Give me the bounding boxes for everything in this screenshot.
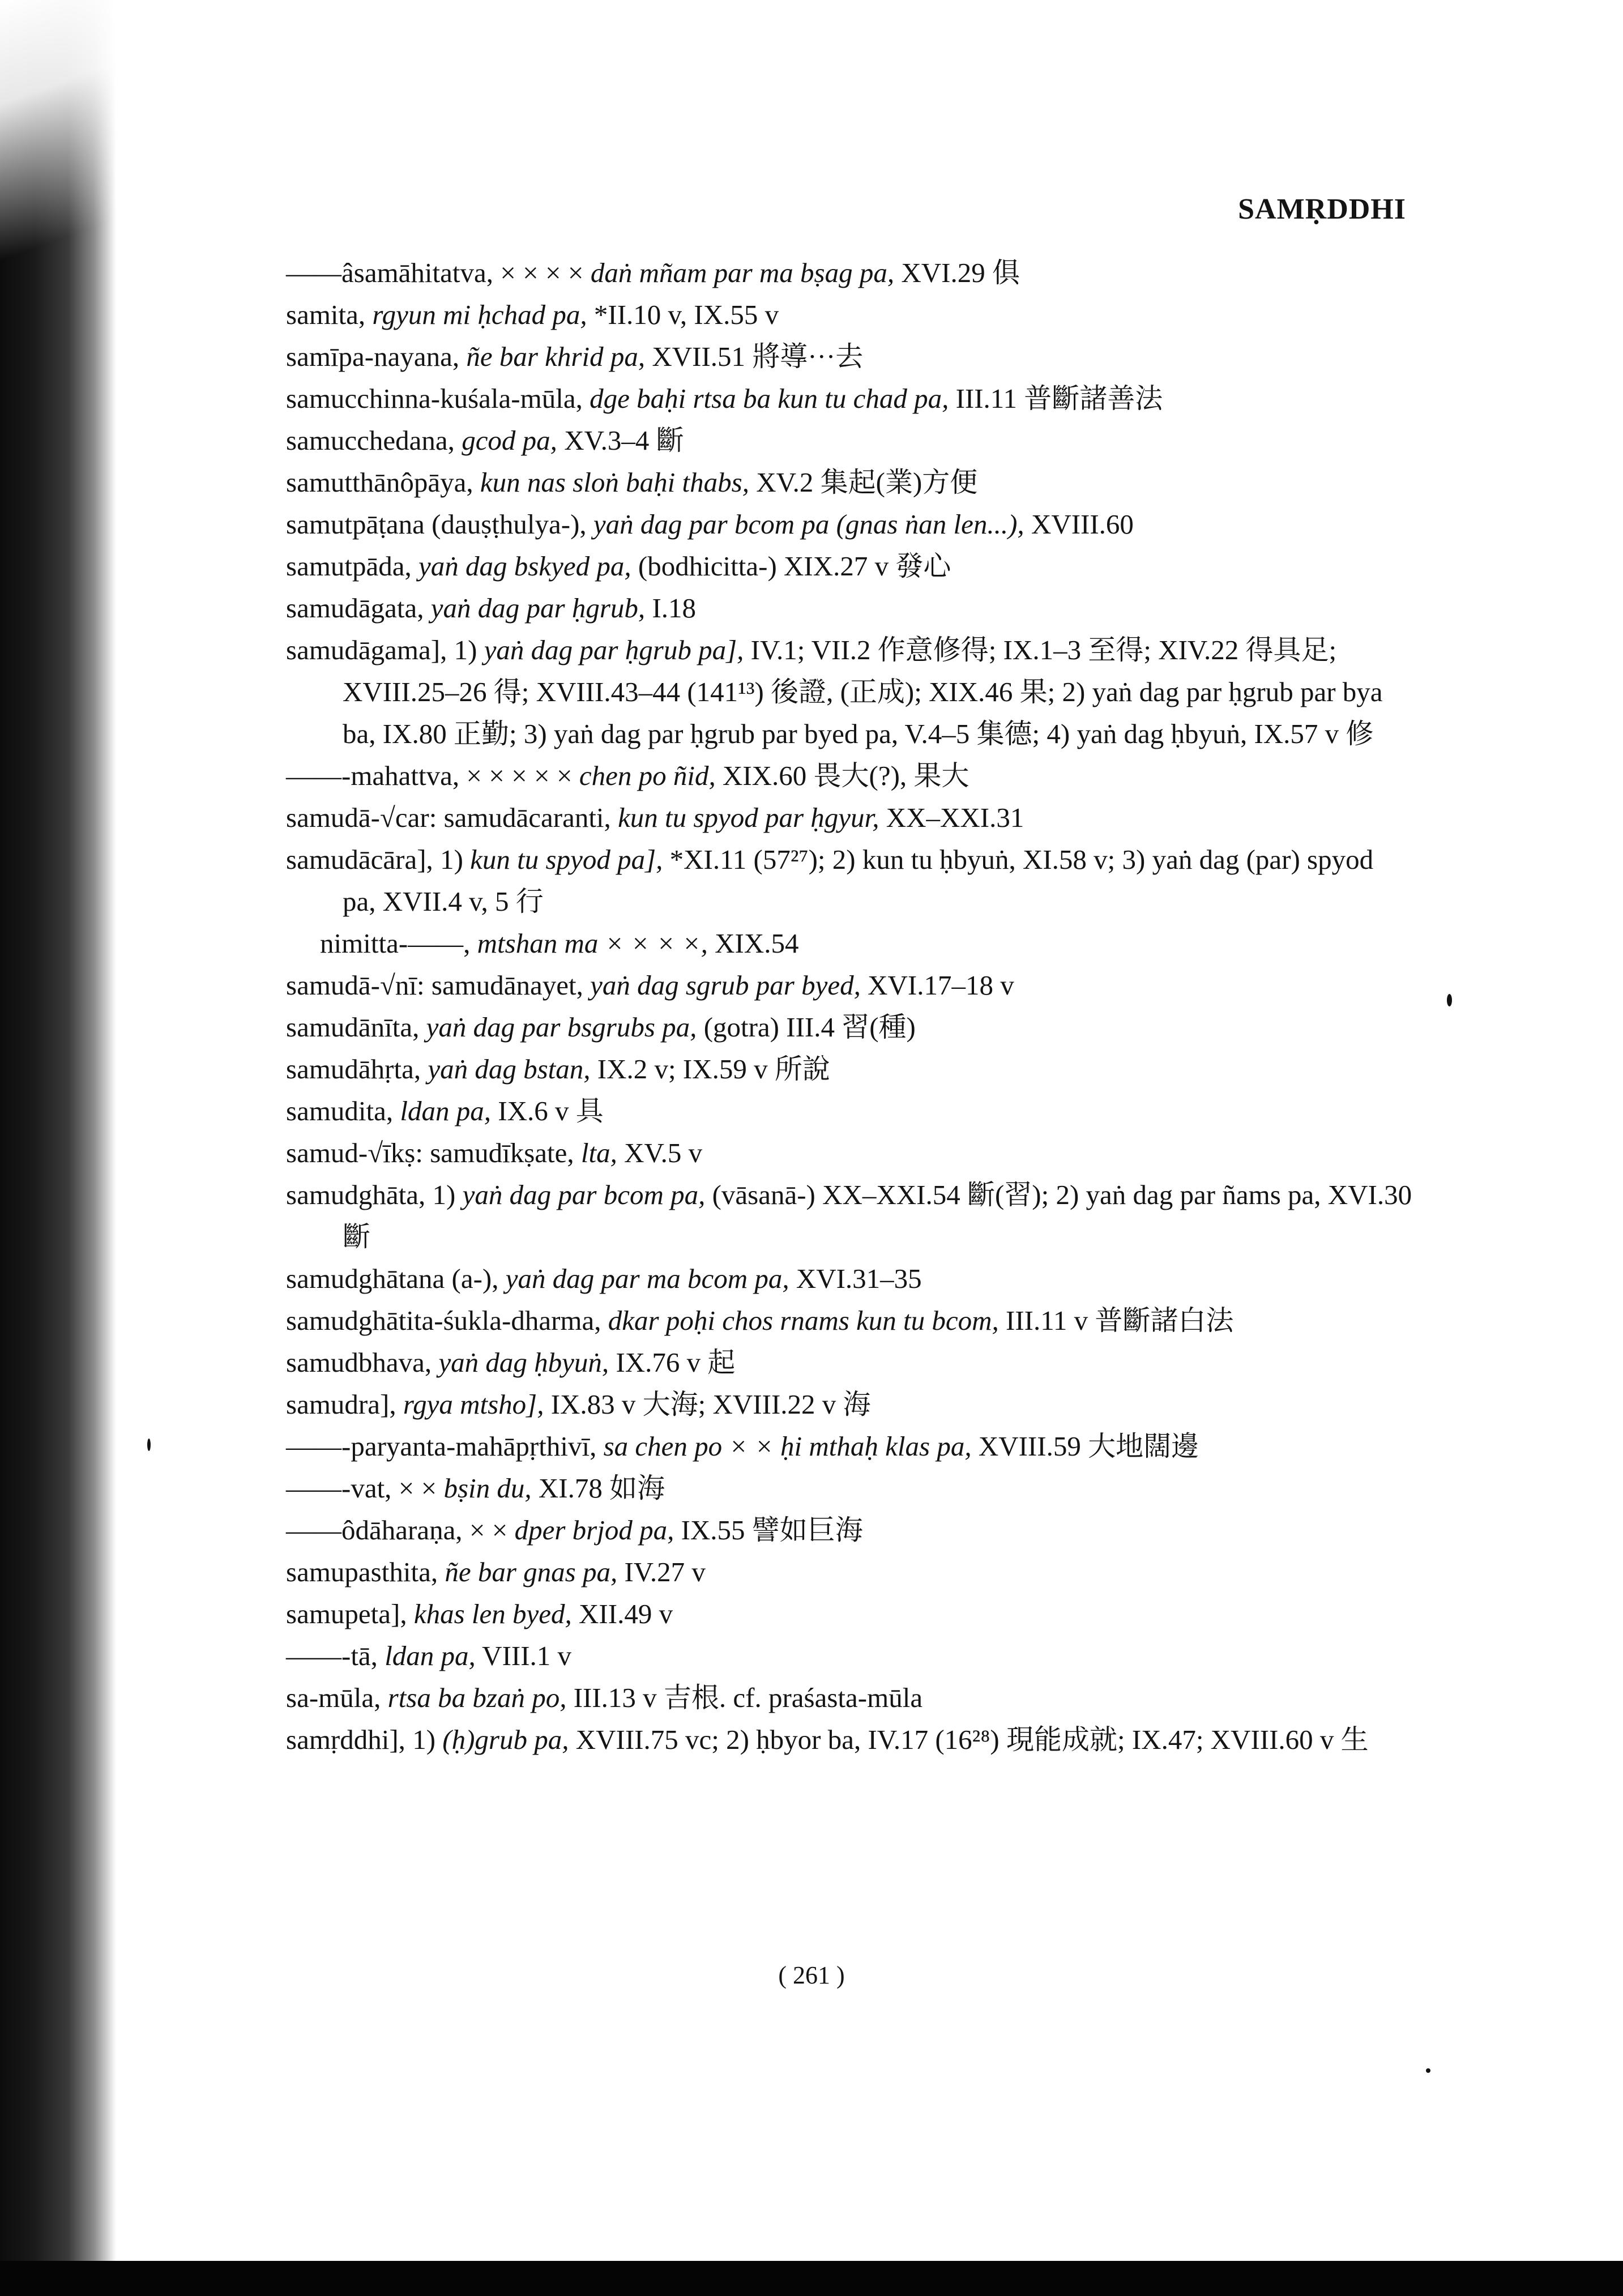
entry-tibetan: ñe bar khrid pa, bbox=[466, 341, 646, 372]
entry-references: XVIII.59 大地闊邊 bbox=[971, 1431, 1199, 1462]
page-number: ( 261 ) bbox=[778, 1961, 845, 1989]
entry-connector bbox=[419, 1012, 426, 1043]
entry-tibetan: chen po ñid, bbox=[579, 760, 716, 791]
entry-connector bbox=[587, 509, 593, 540]
entry-connector: samudīkṣate, bbox=[422, 1137, 581, 1168]
entry-headword: samudghāta, bbox=[286, 1179, 426, 1210]
glossary-entry bbox=[286, 1509, 1413, 1551]
entry-connector bbox=[396, 1389, 403, 1420]
entry-headword: ——-vat, bbox=[286, 1473, 392, 1504]
entry-references: IX.2 v; IX.59 v 所說 bbox=[590, 1053, 830, 1085]
entry-references: *XI.11 (57²⁷); 2) kun tu ḥbyuṅ, XI.58 v; 3) yaṅ dag (par) spyod pa, XVII.4 v, 5 行 bbox=[343, 844, 1374, 917]
entry-tibetan: yaṅ dag par bcom pa (gnas ṅan len...), bbox=[593, 509, 1024, 540]
glossary-entry bbox=[286, 336, 1413, 378]
glossary-entry bbox=[286, 797, 1413, 839]
entry-tibetan: mtshan ma × × × ×, bbox=[477, 928, 708, 959]
entry-headword: samudā-√nī: bbox=[286, 970, 425, 1001]
entry-headword: samudā-√car: bbox=[286, 802, 437, 833]
entry-references: XVI.31–35 bbox=[789, 1263, 922, 1294]
entry-connector bbox=[455, 425, 462, 456]
entry-connector bbox=[424, 592, 431, 624]
entry-connector: 1) bbox=[447, 634, 484, 665]
entry-references: XIX.60 畏大(?), 果大 bbox=[715, 760, 969, 791]
entry-references: IX.76 v 起 bbox=[609, 1347, 736, 1378]
entry-references: IX.83 v 大海; XVIII.22 v 海 bbox=[544, 1389, 871, 1420]
scan-speck bbox=[1447, 994, 1452, 1006]
entry-connector bbox=[378, 1640, 385, 1671]
entry-tibetan: sa chen po × × ḥi mthaḥ klas pa, bbox=[603, 1431, 972, 1462]
glossary-entry bbox=[286, 629, 1413, 755]
glossary-entry bbox=[286, 1132, 1413, 1174]
entry-headword: samudra], bbox=[286, 1389, 396, 1420]
entry-references: (bodhicitta-) XIX.27 v 發心 bbox=[631, 550, 951, 582]
entry-headword: samṛddhi], bbox=[286, 1724, 405, 1755]
entry-tibetan: yaṅ dag par bcom pa, bbox=[462, 1179, 706, 1210]
entry-references: XVII.51 將導···去 bbox=[645, 341, 864, 372]
entry-headword: samutthānôpāya, bbox=[286, 467, 473, 498]
entry-headword: samudita, bbox=[286, 1095, 394, 1126]
glossary-entry bbox=[286, 1593, 1413, 1635]
entry-references: (gotra) III.4 習(種) bbox=[697, 1012, 916, 1043]
glossary-entry bbox=[286, 587, 1413, 629]
entry-tibetan: dper brjod pa, bbox=[514, 1514, 674, 1546]
entry-tibetan: yaṅ dag par ḥgrub, bbox=[430, 592, 646, 624]
entry-tibetan: bṣin du, bbox=[443, 1473, 532, 1504]
entry-tibetan: yaṅ dag bstan, bbox=[428, 1053, 591, 1085]
entry-connector: × × × × bbox=[493, 257, 591, 288]
entry-tibetan: rgya mtsho], bbox=[403, 1389, 544, 1420]
entry-connector: 1) bbox=[433, 844, 471, 875]
glossary-entry bbox=[286, 839, 1413, 923]
entry-connector: 1) bbox=[425, 1179, 463, 1210]
entry-headword: samupeta], bbox=[286, 1598, 407, 1629]
glossary-entry bbox=[286, 503, 1413, 545]
glossary-entry bbox=[286, 1635, 1413, 1677]
entry-references: XVI.29 俱 bbox=[894, 257, 1020, 288]
glossary-entry bbox=[286, 1174, 1413, 1258]
glossary-entry bbox=[286, 755, 1413, 797]
glossary-entry bbox=[286, 252, 1413, 294]
entry-references: XV.5 v bbox=[617, 1137, 703, 1168]
glossary-entries bbox=[286, 252, 1413, 1761]
entry-headword: samudghātita-śukla-dharma, bbox=[286, 1305, 601, 1336]
entry-headword: samudānīta, bbox=[286, 1012, 420, 1043]
scan-binding-fade bbox=[0, 0, 147, 295]
entry-headword: ——-tā, bbox=[286, 1640, 378, 1671]
entry-connector bbox=[596, 1431, 603, 1462]
entry-headword: samudbhava, bbox=[286, 1347, 432, 1378]
entry-tibetan: dge baḥi rtsa ba kun tu chad pa, bbox=[590, 383, 949, 414]
entry-headword: samita, bbox=[286, 299, 366, 330]
entry-headword: ——âsamāhitatva, bbox=[286, 257, 494, 288]
entry-references: III.11 v 普斷諸白法 bbox=[998, 1305, 1234, 1336]
entry-headword: samudghātana (a-), bbox=[286, 1263, 499, 1294]
glossary-entry bbox=[286, 1426, 1413, 1467]
entry-references: IV.27 v bbox=[617, 1556, 706, 1587]
entry-tibetan: rgyun mi ḥchad pa, bbox=[372, 299, 587, 330]
entry-headword: sa-mūla, bbox=[286, 1682, 381, 1713]
entry-references: XV.3–4 斷 bbox=[557, 425, 684, 456]
entry-connector bbox=[601, 1305, 608, 1336]
entry-tibetan: (ḥ)grub pa, bbox=[442, 1724, 569, 1755]
entry-tibetan: yaṅ dag sgrub par byed, bbox=[590, 970, 861, 1001]
entry-headword: ——-mahattva, bbox=[286, 760, 460, 791]
entry-tibetan: kun tu spyod par ḥgyur, bbox=[618, 802, 879, 833]
entry-connector bbox=[470, 928, 477, 959]
entry-references: IX.6 v 具 bbox=[491, 1095, 604, 1126]
entry-references: VIII.1 v bbox=[475, 1640, 572, 1671]
entry-tibetan: dkar poḥi chos rnams kun tu bcom, bbox=[608, 1305, 999, 1336]
entry-references: XI.78 如海 bbox=[531, 1473, 665, 1504]
entry-headword: samudācāra], bbox=[286, 844, 433, 875]
glossary-entry bbox=[286, 1342, 1413, 1384]
entry-headword: samucchinna-kuśala-mūla, bbox=[286, 383, 583, 414]
entry-headword: samudāgata, bbox=[286, 592, 424, 624]
glossary-entry bbox=[286, 1677, 1413, 1719]
entry-tibetan: yaṅ dag ḥbyuṅ, bbox=[438, 1347, 609, 1378]
entry-connector: 1) bbox=[405, 1724, 443, 1755]
entry-references: XIX.54 bbox=[707, 928, 799, 959]
entry-connector: × × bbox=[391, 1473, 444, 1504]
entry-tibetan: ñe bar gnas pa, bbox=[445, 1556, 618, 1587]
scan-speck bbox=[1426, 2068, 1430, 2073]
entry-connector bbox=[499, 1263, 506, 1294]
entry-headword: samudāgama], bbox=[286, 634, 447, 665]
glossary-entry bbox=[286, 1300, 1413, 1342]
entry-tibetan: yaṅ dag par ma bcom pa, bbox=[505, 1263, 789, 1294]
glossary-entry bbox=[286, 545, 1413, 587]
entry-references: XV.2 集起(業)方便 bbox=[749, 467, 978, 498]
entry-connector bbox=[438, 1556, 445, 1587]
entry-tibetan: lta, bbox=[580, 1137, 617, 1168]
entry-tibetan: kun nas sloṅ baḥi thabs, bbox=[480, 467, 749, 498]
running-header: SAMṚDDHI bbox=[1238, 193, 1406, 225]
entry-headword: nimitta-——, bbox=[320, 928, 471, 959]
entry-headword: samutpāda, bbox=[286, 550, 412, 582]
entry-connector: samudācaranti, bbox=[437, 802, 618, 833]
entry-connector bbox=[381, 1682, 387, 1713]
entry-connector bbox=[365, 299, 372, 330]
scan-speck bbox=[147, 1439, 151, 1451]
entry-headword: samud-√īkṣ: bbox=[286, 1137, 423, 1168]
entry-headword: samīpa-nayana, bbox=[286, 341, 460, 372]
glossary-entry bbox=[286, 1467, 1413, 1509]
entry-connector bbox=[412, 550, 418, 582]
entry-connector bbox=[407, 1598, 414, 1629]
entry-headword: samupasthita, bbox=[286, 1556, 438, 1587]
entry-tibetan: ldan pa, bbox=[385, 1640, 476, 1671]
glossary-entry bbox=[286, 378, 1413, 420]
glossary-entry bbox=[286, 1551, 1413, 1593]
glossary-entry bbox=[286, 294, 1413, 336]
entry-references: IX.55 譬如巨海 bbox=[674, 1514, 863, 1546]
entry-references: XVI.17–18 v bbox=[860, 970, 1014, 1001]
entry-references: *II.10 v, IX.55 v bbox=[587, 299, 779, 330]
entry-tibetan: ldan pa, bbox=[400, 1095, 492, 1126]
scan-binding-edge bbox=[0, 0, 116, 2296]
entry-headword: samucchedana, bbox=[286, 425, 455, 456]
entry-connector bbox=[421, 1053, 428, 1085]
entry-tibetan: kun tu spyod pa], bbox=[470, 844, 663, 875]
entry-connector bbox=[459, 341, 466, 372]
entry-headword: ——ôdāharaṇa, bbox=[286, 1514, 463, 1546]
glossary-entry bbox=[286, 1384, 1413, 1426]
entry-connector bbox=[583, 383, 590, 414]
entry-references: III.13 v 吉根. cf. praśasta-mūla bbox=[566, 1682, 923, 1713]
entry-references: XVIII.60 bbox=[1024, 509, 1134, 540]
entry-tibetan: daṅ mñam par ma bṣag pa, bbox=[590, 257, 895, 288]
entry-connector bbox=[393, 1095, 400, 1126]
glossary-entry bbox=[286, 1258, 1413, 1300]
entry-tibetan: yaṅ dag bskyed pa, bbox=[418, 550, 631, 582]
glossary-entry bbox=[286, 420, 1413, 462]
entry-headword: samutpāṭana (dauṣṭhulya-), bbox=[286, 509, 587, 540]
glossary-entry bbox=[286, 462, 1413, 503]
glossary-entry bbox=[286, 1006, 1413, 1048]
entry-tibetan: yaṅ dag par bsgrubs pa, bbox=[426, 1012, 697, 1043]
entry-references: (vāsanā-) XX–XXI.54 斷(習); 2) yaṅ dag par ñams pa, XVI.30 斷 bbox=[343, 1179, 1412, 1252]
entry-connector bbox=[432, 1347, 438, 1378]
entry-tibetan: gcod pa, bbox=[462, 425, 557, 456]
entry-references: XVIII.75 vc; 2) ḥbyor ba, IV.17 (16²⁸) 現能成就; IX.47; XVIII.60 v 生 bbox=[569, 1724, 1369, 1755]
entry-references: XII.49 v bbox=[571, 1598, 673, 1629]
entry-tibetan: rtsa ba bzaṅ po, bbox=[387, 1682, 567, 1713]
glossary-entry bbox=[286, 965, 1413, 1006]
entry-references: IV.1; VII.2 作意修得; IX.1–3 至得; XIV.22 得具足; XVIII.25–26 得; XVIII.43–44 (141¹³) 後證, (正成); XIX.46 果; 2) yaṅ dag par ḥgrub par bya ba, IX.80 正勤; 3) yaṅ dag par ḥgrub par byed pa, V.4–5 集德; 4) yaṅ dag ḥbyuṅ, IX.57 v 修 bbox=[343, 634, 1383, 749]
entry-references: III.11 普斷諸善法 bbox=[949, 383, 1163, 414]
glossary-entry bbox=[286, 923, 1413, 965]
glossary-entry bbox=[286, 1048, 1413, 1090]
entry-headword: samudāhṛta, bbox=[286, 1053, 421, 1085]
entry-tibetan: yaṅ dag par ḥgrub pa], bbox=[484, 634, 744, 665]
entry-connector: samudānayet, bbox=[424, 970, 591, 1001]
glossary-entry bbox=[286, 1090, 1413, 1132]
entry-connector: × × × × × bbox=[459, 760, 579, 791]
entry-tibetan: khas len byed, bbox=[413, 1598, 572, 1629]
entry-references: XX–XXI.31 bbox=[879, 802, 1024, 833]
entry-references: I.18 bbox=[645, 592, 697, 624]
scan-bottom-edge bbox=[0, 2261, 1623, 2296]
entry-connector: × × bbox=[462, 1514, 515, 1546]
glossary-entry bbox=[286, 1719, 1413, 1761]
entry-headword: ——-paryanta-mahāpṛthivī, bbox=[286, 1431, 597, 1462]
entry-connector bbox=[473, 467, 480, 498]
